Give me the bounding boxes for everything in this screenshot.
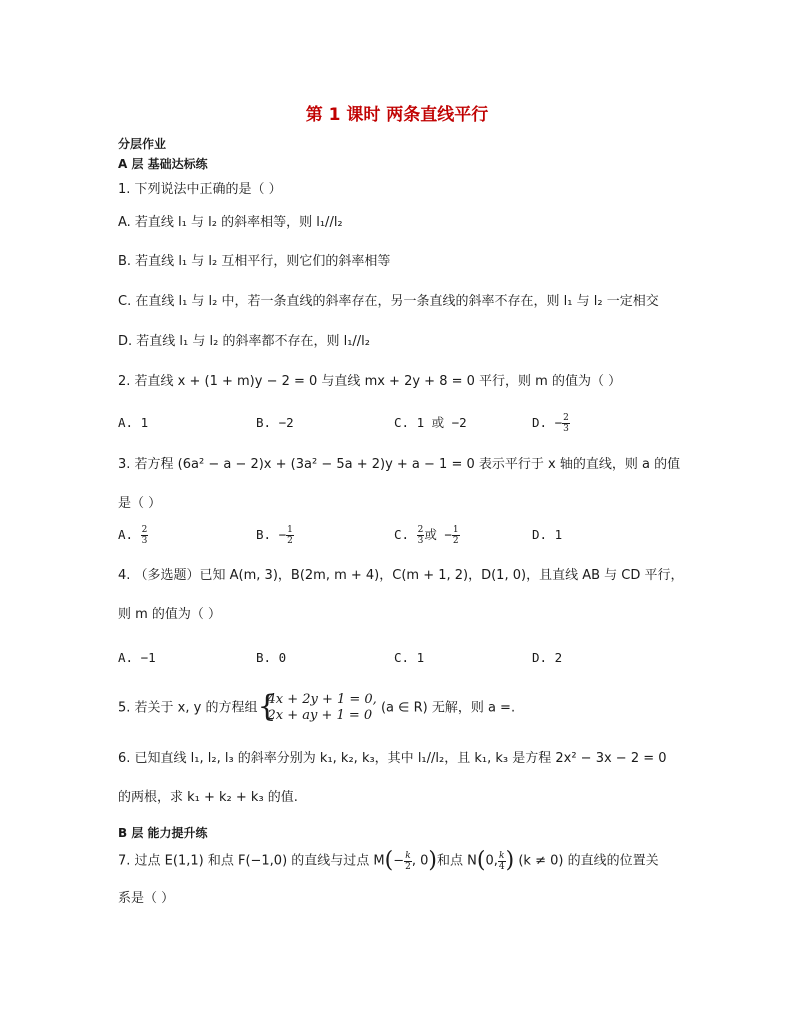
question-4-option-d: D. 2: [532, 650, 563, 665]
section-label: 分层作业: [118, 137, 167, 151]
question-3-stem-cont: 是（ ）: [118, 496, 162, 511]
question-5-suffix: (a ∈ R) 无解，则 a =.: [376, 700, 516, 716]
question-4-option-b: B. 0: [256, 650, 287, 665]
option-b-label: B. −: [256, 527, 287, 542]
question-7-part-4: 0,: [485, 853, 498, 869]
fraction: [452, 525, 460, 546]
question-1-option-c: C. 在直线 l₁ 与 l₂ 中，若一条直线的斜率存在，另一条直线的斜率不存在，则 l₁ 与 l₂ 一定相交: [118, 294, 659, 309]
level-b-heading: B 层 能力提升练: [118, 826, 208, 840]
question-1-option-a: A. 若直线 l₁ 与 l₂ 的斜率相等，则 l₁//l₂: [118, 215, 343, 230]
question-2-option-c: C. 1 或 −2: [394, 415, 467, 430]
fraction-denominator: 3: [417, 536, 424, 546]
question-1-stem: 1. 下列说法中正确的是（ ）: [118, 182, 282, 197]
question-6-stem: 6. 已知直线 l₁, l₂, l₃ 的斜率分别为 k₁, k₂, k₃，其中 l₁//l₂，且 k₁, k₃ 是方程 2x² − 3x − 2 = 0: [118, 751, 667, 766]
question-7-stem-cont: 系是（ ）: [118, 891, 175, 906]
left-paren: (: [384, 848, 394, 873]
fraction-numerator: 2: [417, 525, 424, 535]
brace-icon: {: [257, 689, 277, 724]
fraction-denominator: 3: [141, 536, 148, 546]
question-1-option-d: D. 若直线 l₁ 与 l₂ 的斜率都不存在，则 l₁//l₂: [118, 334, 370, 349]
question-7-stem: [118, 846, 659, 877]
fraction-denominator: 4: [498, 861, 505, 872]
fraction: [286, 525, 294, 546]
question-5: [118, 689, 516, 725]
question-4-stem: 4. （多选题）已知 A(m, 3)，B(2m, m + 4)，C(m + 1, 2)，D(1, 0)，且直线 AB 与 CD 平行，: [118, 568, 684, 583]
question-7-part-3: 和点 N: [437, 853, 477, 869]
question-3-option-b: [256, 525, 294, 546]
fraction-numerator: 2: [141, 525, 148, 535]
question-3-option-c: [394, 525, 460, 546]
fraction-numerator: k: [499, 850, 505, 861]
fraction-numerator: 1: [452, 525, 459, 535]
fraction-denominator: 3: [563, 424, 569, 434]
question-7-part-5: (k ≠ 0) 的直线的位置关: [514, 853, 659, 869]
left-paren: (: [476, 848, 486, 873]
question-4-option-c: C. 1: [394, 650, 425, 665]
question-4-option-a: A. −1: [118, 650, 156, 665]
question-2-option-a: A. 1: [118, 415, 149, 430]
fraction-denominator: 2: [405, 861, 411, 872]
question-3-option-d: D. 1: [532, 527, 563, 542]
question-7-part-2: , 0: [411, 853, 429, 869]
question-3-option-a: [118, 525, 148, 546]
equation-1: 4x + 2y + 1 = 0,: [267, 692, 377, 707]
fraction: [562, 413, 570, 434]
question-4-stem-cont: 则 m 的值为（ ）: [118, 607, 222, 622]
right-paren: ): [428, 848, 438, 873]
fraction: [498, 851, 506, 872]
fraction-numerator: 1: [287, 525, 293, 535]
fraction-denominator: 2: [452, 536, 459, 546]
equation-system: [257, 689, 377, 724]
question-7-part-1: 7. 过点 E(1,1) 和点 F(−1,0) 的直线与过点 M: [118, 853, 385, 869]
question-1-option-b: B. 若直线 l₁ 与 l₂ 互相平行，则它们的斜率相等: [118, 254, 391, 269]
equation-2: 2x + ay + 1 = 0: [267, 708, 373, 723]
fraction: [141, 525, 149, 546]
page-title: 第 1 课时 两条直线平行: [305, 105, 489, 125]
level-a-heading: A 层 基础达标练: [118, 157, 208, 171]
question-6-stem-cont: 的两根，求 k₁ + k₂ + k₃ 的值.: [118, 790, 298, 805]
question-2-stem: 2. 若直线 x + (1 + m)y − 2 = 0 与直线 mx + 2y + 8 = 0 平行，则 m 的值为（ ）: [118, 374, 622, 389]
question-2-option-d: [532, 413, 570, 434]
fraction: [404, 851, 412, 872]
question-5-prefix: 5. 若关于 x, y 的方程组: [118, 700, 258, 716]
fraction-denominator: 2: [287, 536, 293, 546]
option-d-label: D. −: [532, 415, 563, 430]
option-c-label: C.: [394, 527, 410, 542]
right-paren: ): [505, 848, 515, 873]
question-2-option-b: B. −2: [256, 415, 294, 430]
question-3-stem: 3. 若方程 (6a² − a − 2)x + (3a² − 5a + 2)y + a − 1 = 0 表示平行于 x 轴的直线，则 a 的值: [118, 457, 681, 472]
option-c-connector: 或 −: [424, 527, 452, 542]
fraction-numerator: k: [405, 850, 411, 861]
fraction-numerator: 2: [563, 413, 569, 423]
minus-sign: −: [393, 853, 405, 869]
option-a-label: A.: [118, 527, 134, 542]
